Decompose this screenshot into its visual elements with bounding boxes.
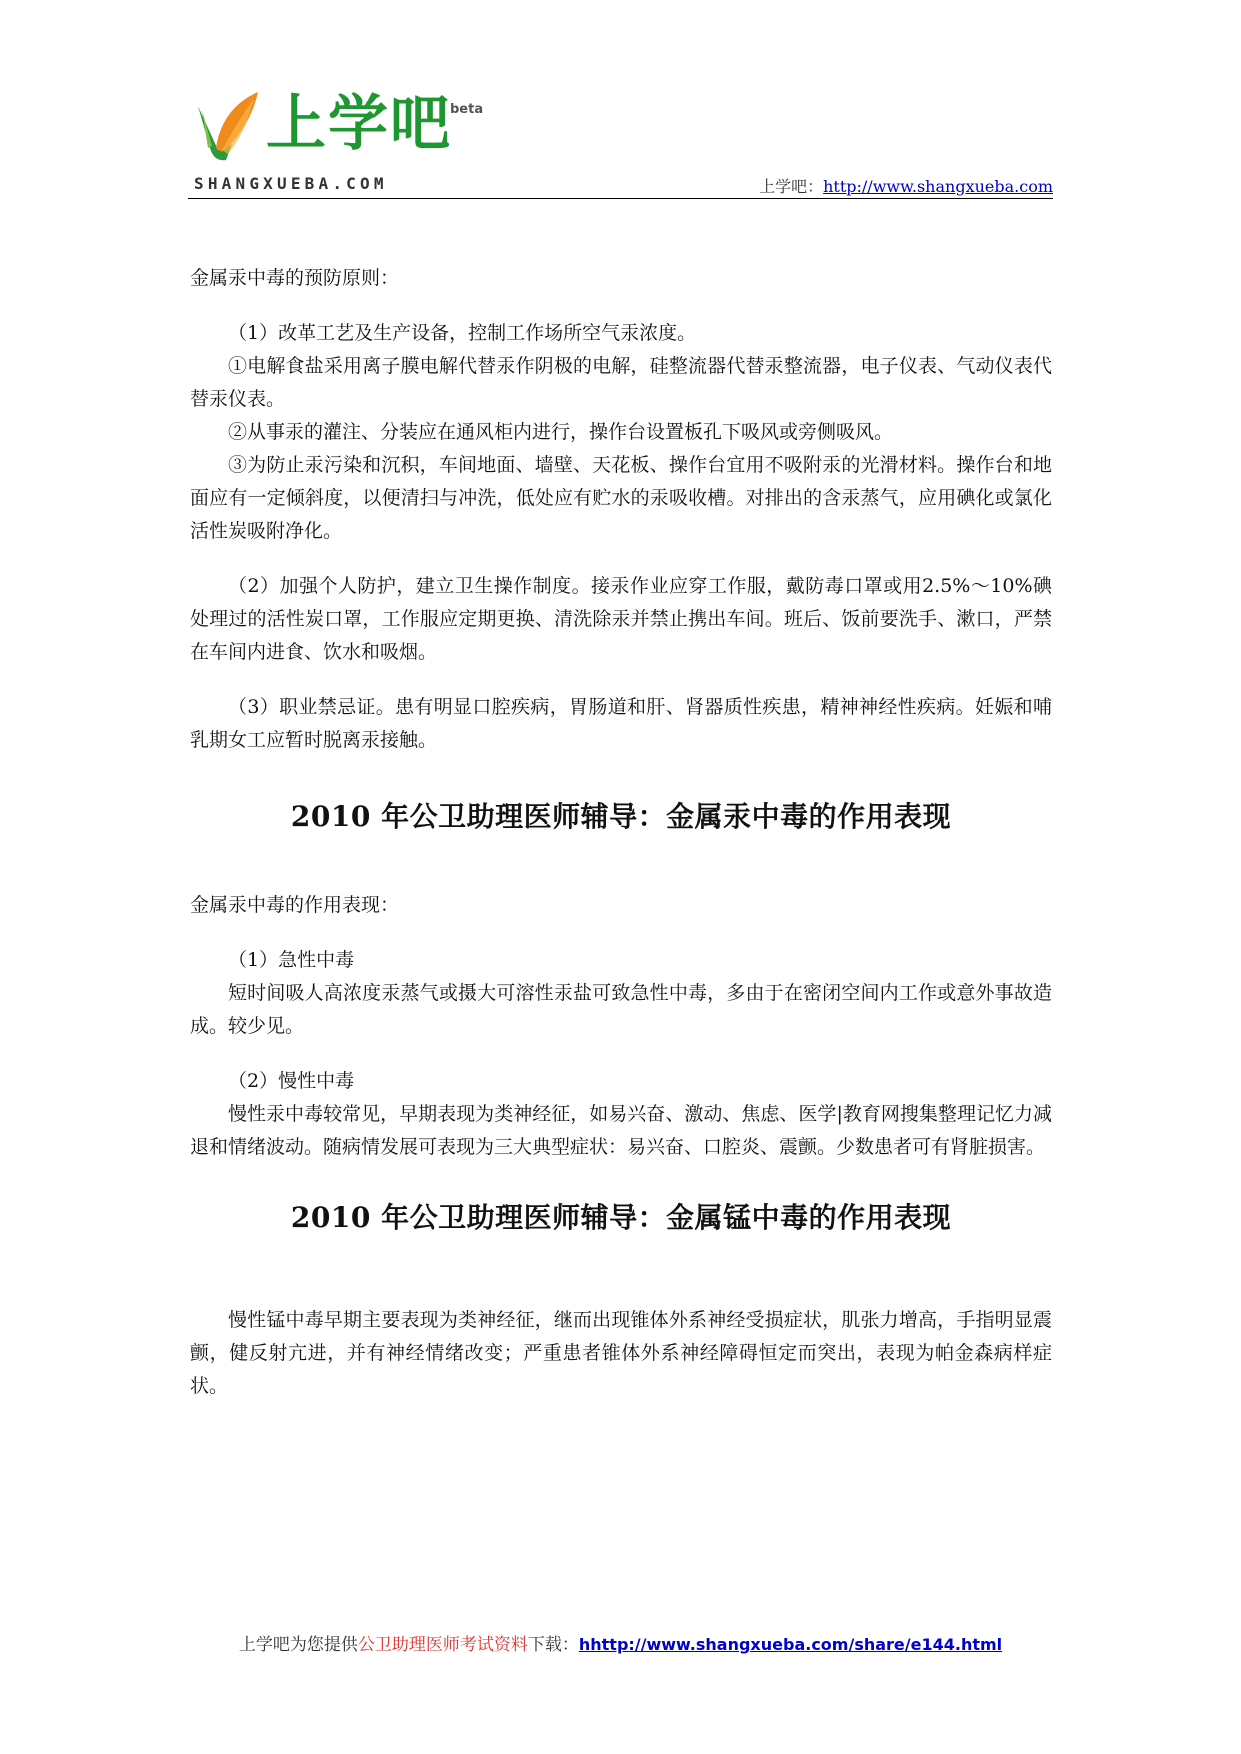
section1-paragraph-1: （1）改革工艺及生产设备，控制工作场所空气汞浓度。 [228, 322, 697, 344]
section1-paragraph-6: （3）职业禁忌证。患有明显口腔疾病，胃肠道和肝、肾器质性疾患，精神神经性疾病。妊娠和哺乳期女工应暂时脱离汞接触。 [190, 696, 1052, 751]
site-logo[interactable] [192, 88, 512, 198]
header-site-prefix: 上学吧： [759, 177, 824, 196]
header-url-link[interactable]: http://www.shangxueba.com [823, 177, 1053, 196]
logo-english-text: SHANGXUEBA.COM [194, 174, 388, 193]
section1-paragraph-5: （2）加强个人防护，建立卫生操作制度。接汞作业应穿工作服，戴防毒口罩或用2.5%～10%碘处理过的活性炭口罩，工作服应定期更换、清洗除汞并禁止携出车间。班后、饭前要洗手、漱口，严禁在车间内进食、饮水和吸烟。 [190, 575, 1052, 663]
page-footer [0, 1630, 1241, 1655]
section1-paragraph-2: ①电解食盐采用离子膜电解代替汞作阴极的电解，硅整流器代替汞整流器，电子仪表、气动仪表代替汞仪表。 [190, 355, 1052, 410]
logo-beta-label: beta [450, 102, 484, 117]
footer-highlight-link[interactable]: 公卫助理医师考试资料 [357, 1635, 528, 1655]
section1-paragraph-4: ③为防止汞污染和沉积，车间地面、墙壁、天花板、操作台宜用不吸附汞的光滑材料。操作台和地面应有一定倾斜度，以便清扫与冲洗，低处应有贮水的汞吸收槽。对排出的含汞蒸气，应用碘化或氯化活性炭吸附净化。 [190, 454, 1052, 542]
section1-paragraph-3: ②从事汞的灌注、分装应在通风柜内进行，操作台设置板孔下吸风或旁侧吸风。 [228, 421, 894, 443]
logo-chinese-text: 上学吧 [266, 89, 452, 159]
section3-heading: 2010 年公卫助理医师辅导：金属锰中毒的作用表现 [290, 1201, 952, 1234]
footer-middle: 下载： [527, 1635, 579, 1655]
footer-prefix: 上学吧为您提供 [238, 1635, 358, 1655]
leaf-check-icon [192, 88, 262, 168]
header-divider [188, 198, 1053, 199]
section1-intro: 金属汞中毒的预防原则： [190, 267, 400, 289]
section2-paragraph-1: （1）急性中毒 [228, 949, 355, 971]
section2-paragraph-2: 短时间吸人高浓度汞蒸气或摄大可溶性汞盐可致急性中毒，多由于在密闭空间内工作或意外事故造成。较少见。 [190, 982, 1052, 1037]
section2-heading: 2010 年公卫助理医师辅导：金属汞中毒的作用表现 [290, 800, 952, 833]
header-site-link [759, 174, 1053, 197]
section2-paragraph-3: （2）慢性中毒 [228, 1070, 355, 1092]
section3-paragraph-1: 慢性锰中毒早期主要表现为类神经征，继而出现锥体外系神经受损症状，肌张力增高，手指明显震颤，健反射亢进，并有神经情绪改变；严重患者锥体外系神经障碍恒定而突出，表现为帕金森病样症状。 [190, 1309, 1052, 1397]
section2-intro: 金属汞中毒的作用表现： [190, 894, 400, 916]
footer-download-link[interactable]: hhttp://www.shangxueba.com/share/e144.html [578, 1635, 1003, 1654]
document-body [190, 262, 1052, 1403]
section2-paragraph-4: 慢性汞中毒较常见，早期表现为类神经征，如易兴奋、激动、焦虑、医学|教育网搜集整理记忆力减退和情绪波动。随病情发展可表现为三大典型症状：易兴奋、口腔炎、震颤。少数患者可有肾脏损害。 [190, 1103, 1052, 1158]
